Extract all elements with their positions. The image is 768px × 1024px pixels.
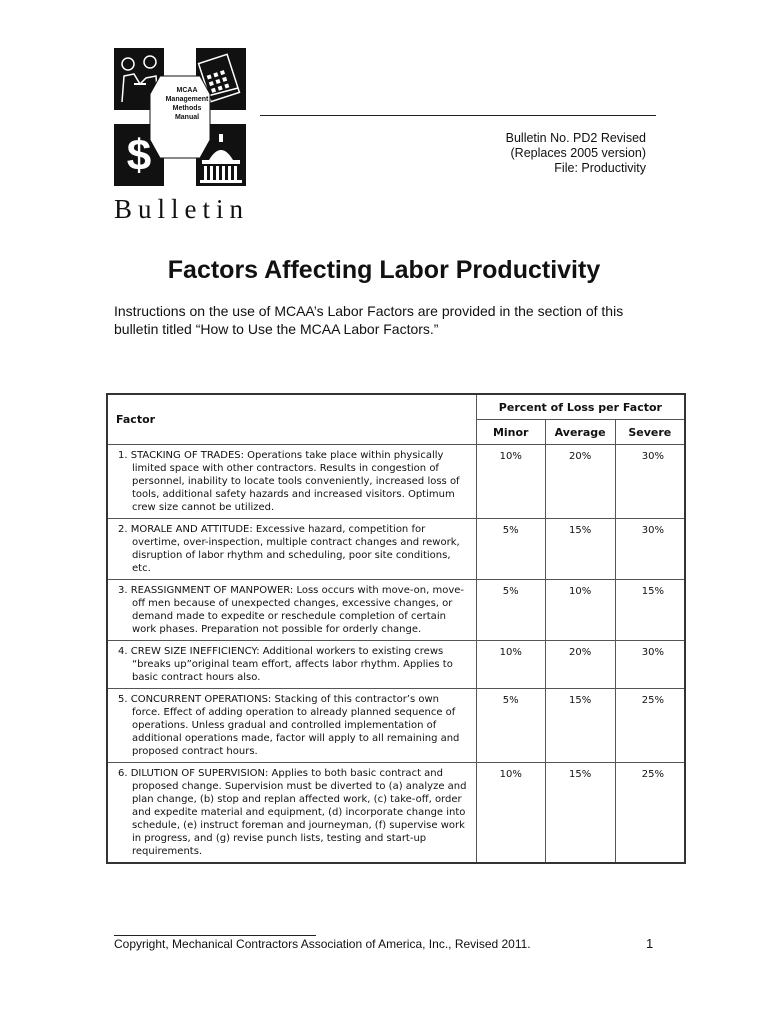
severe-value: 30% [615,445,685,519]
logo-text-line: Methods [172,105,202,112]
severe-value: 30% [615,641,685,689]
minor-value: 10% [476,445,545,519]
table-row [107,445,685,519]
logo-text-line: Management [165,96,209,103]
minor-value: 10% [476,641,545,689]
table-row [107,763,685,864]
average-value: 20% [545,641,615,689]
copyright-notice: Copyright, Mechanical Contractors Association of America, Inc., Revised 2011. [114,937,531,951]
average-value: 10% [545,580,615,641]
svg-text:$: $ [126,131,152,180]
table-row [107,580,685,641]
factor-description: 4. CREW SIZE INEFFICIENCY: Additional workers to existing crews “breaks up”original team effort, affects labor rhythm. Applies to basic contract hours also. [107,641,476,689]
factor-description: 2. MORALE AND ATTITUDE: Excessive hazard, competition for overtime, over-inspection, multiple contract changes and rework, disruption of labor rhythm and scheduling, poor site conditions, etc. [107,519,476,580]
minor-column-header: Minor [476,420,545,445]
bulletin-meta [506,131,646,176]
labor-factors-table [106,393,686,864]
table-row [107,689,685,763]
footer-rule [114,935,316,936]
bulletin-file: File: Productivity [554,161,646,175]
logo-text-line: MCAA [176,87,198,94]
bulletin-replaces: (Replaces 2005 version) [510,146,646,160]
severe-value: 30% [615,519,685,580]
minor-value: 5% [476,580,545,641]
bulletin-number: Bulletin No. PD2 Revised [505,131,646,145]
percent-loss-header: Percent of Loss per Factor [476,394,685,420]
average-value: 15% [545,763,615,864]
severe-value: 25% [615,763,685,864]
minor-value: 5% [476,519,545,580]
factor-column-header: Factor [107,394,476,445]
page-title: Factors Affecting Labor Productivity [167,256,601,284]
factor-description: 1. STACKING OF TRADES: Operations take place within physically limited space with other contractors. Results in congestion of personnel, inability to locate tools conveniently, increased loss of tools, additional safety hazards and increased visitors. Optimum crew size cannot be utilized. [107,445,476,519]
minor-value: 5% [476,689,545,763]
logo-text [162,86,212,122]
minor-value: 10% [476,763,545,864]
factor-description: 3. REASSIGNMENT OF MANPOWER: Loss occurs with move-on, move-off men because of unexpected changes, excessive changes, or demand made to expedite or reschedule completion of certain work phases. Preparation not possible for orderly change. [107,580,476,641]
severe-value: 25% [615,689,685,763]
mcaa-logo [114,48,246,186]
factor-description: 5. CONCURRENT OPERATIONS: Stacking of this contractor’s own force. Effect of adding operation to already planned sequence of operations. Unless gradual and controlled implementation of additional operations made, factor will apply to all remaining and proposed contract hours. [107,689,476,763]
severe-value: 15% [615,580,685,641]
header-rule [260,115,656,116]
page-number: 1 [646,936,654,951]
average-value: 15% [545,689,615,763]
logo-text-line: Manual [174,114,200,121]
average-column-header: Average [545,420,615,445]
intro-paragraph: Instructions on the use of MCAA’s Labor Factors are provided in the section of this bulletin titled “How to Use the MCAA Labor Factors.” [114,303,624,337]
factor-description: 6. DILUTION OF SUPERVISION: Applies to both basic contract and proposed change. Supervision must be diverted to (a) analyze and plan change, (b) stop and replan affected work, (c) take-off, order and expedite material and equipment, (d) incorporate change into schedule, (e) instruct foreman and journeyman, (f) supervise work in progress, and (g) revise punch lists, testing and start-up requirements. [107,763,476,864]
average-value: 20% [545,445,615,519]
average-value: 15% [545,519,615,580]
severe-column-header: Severe [615,420,685,445]
bulletin-heading: Bulletin [114,194,249,224]
table-row [107,519,685,580]
table-row [107,641,685,689]
